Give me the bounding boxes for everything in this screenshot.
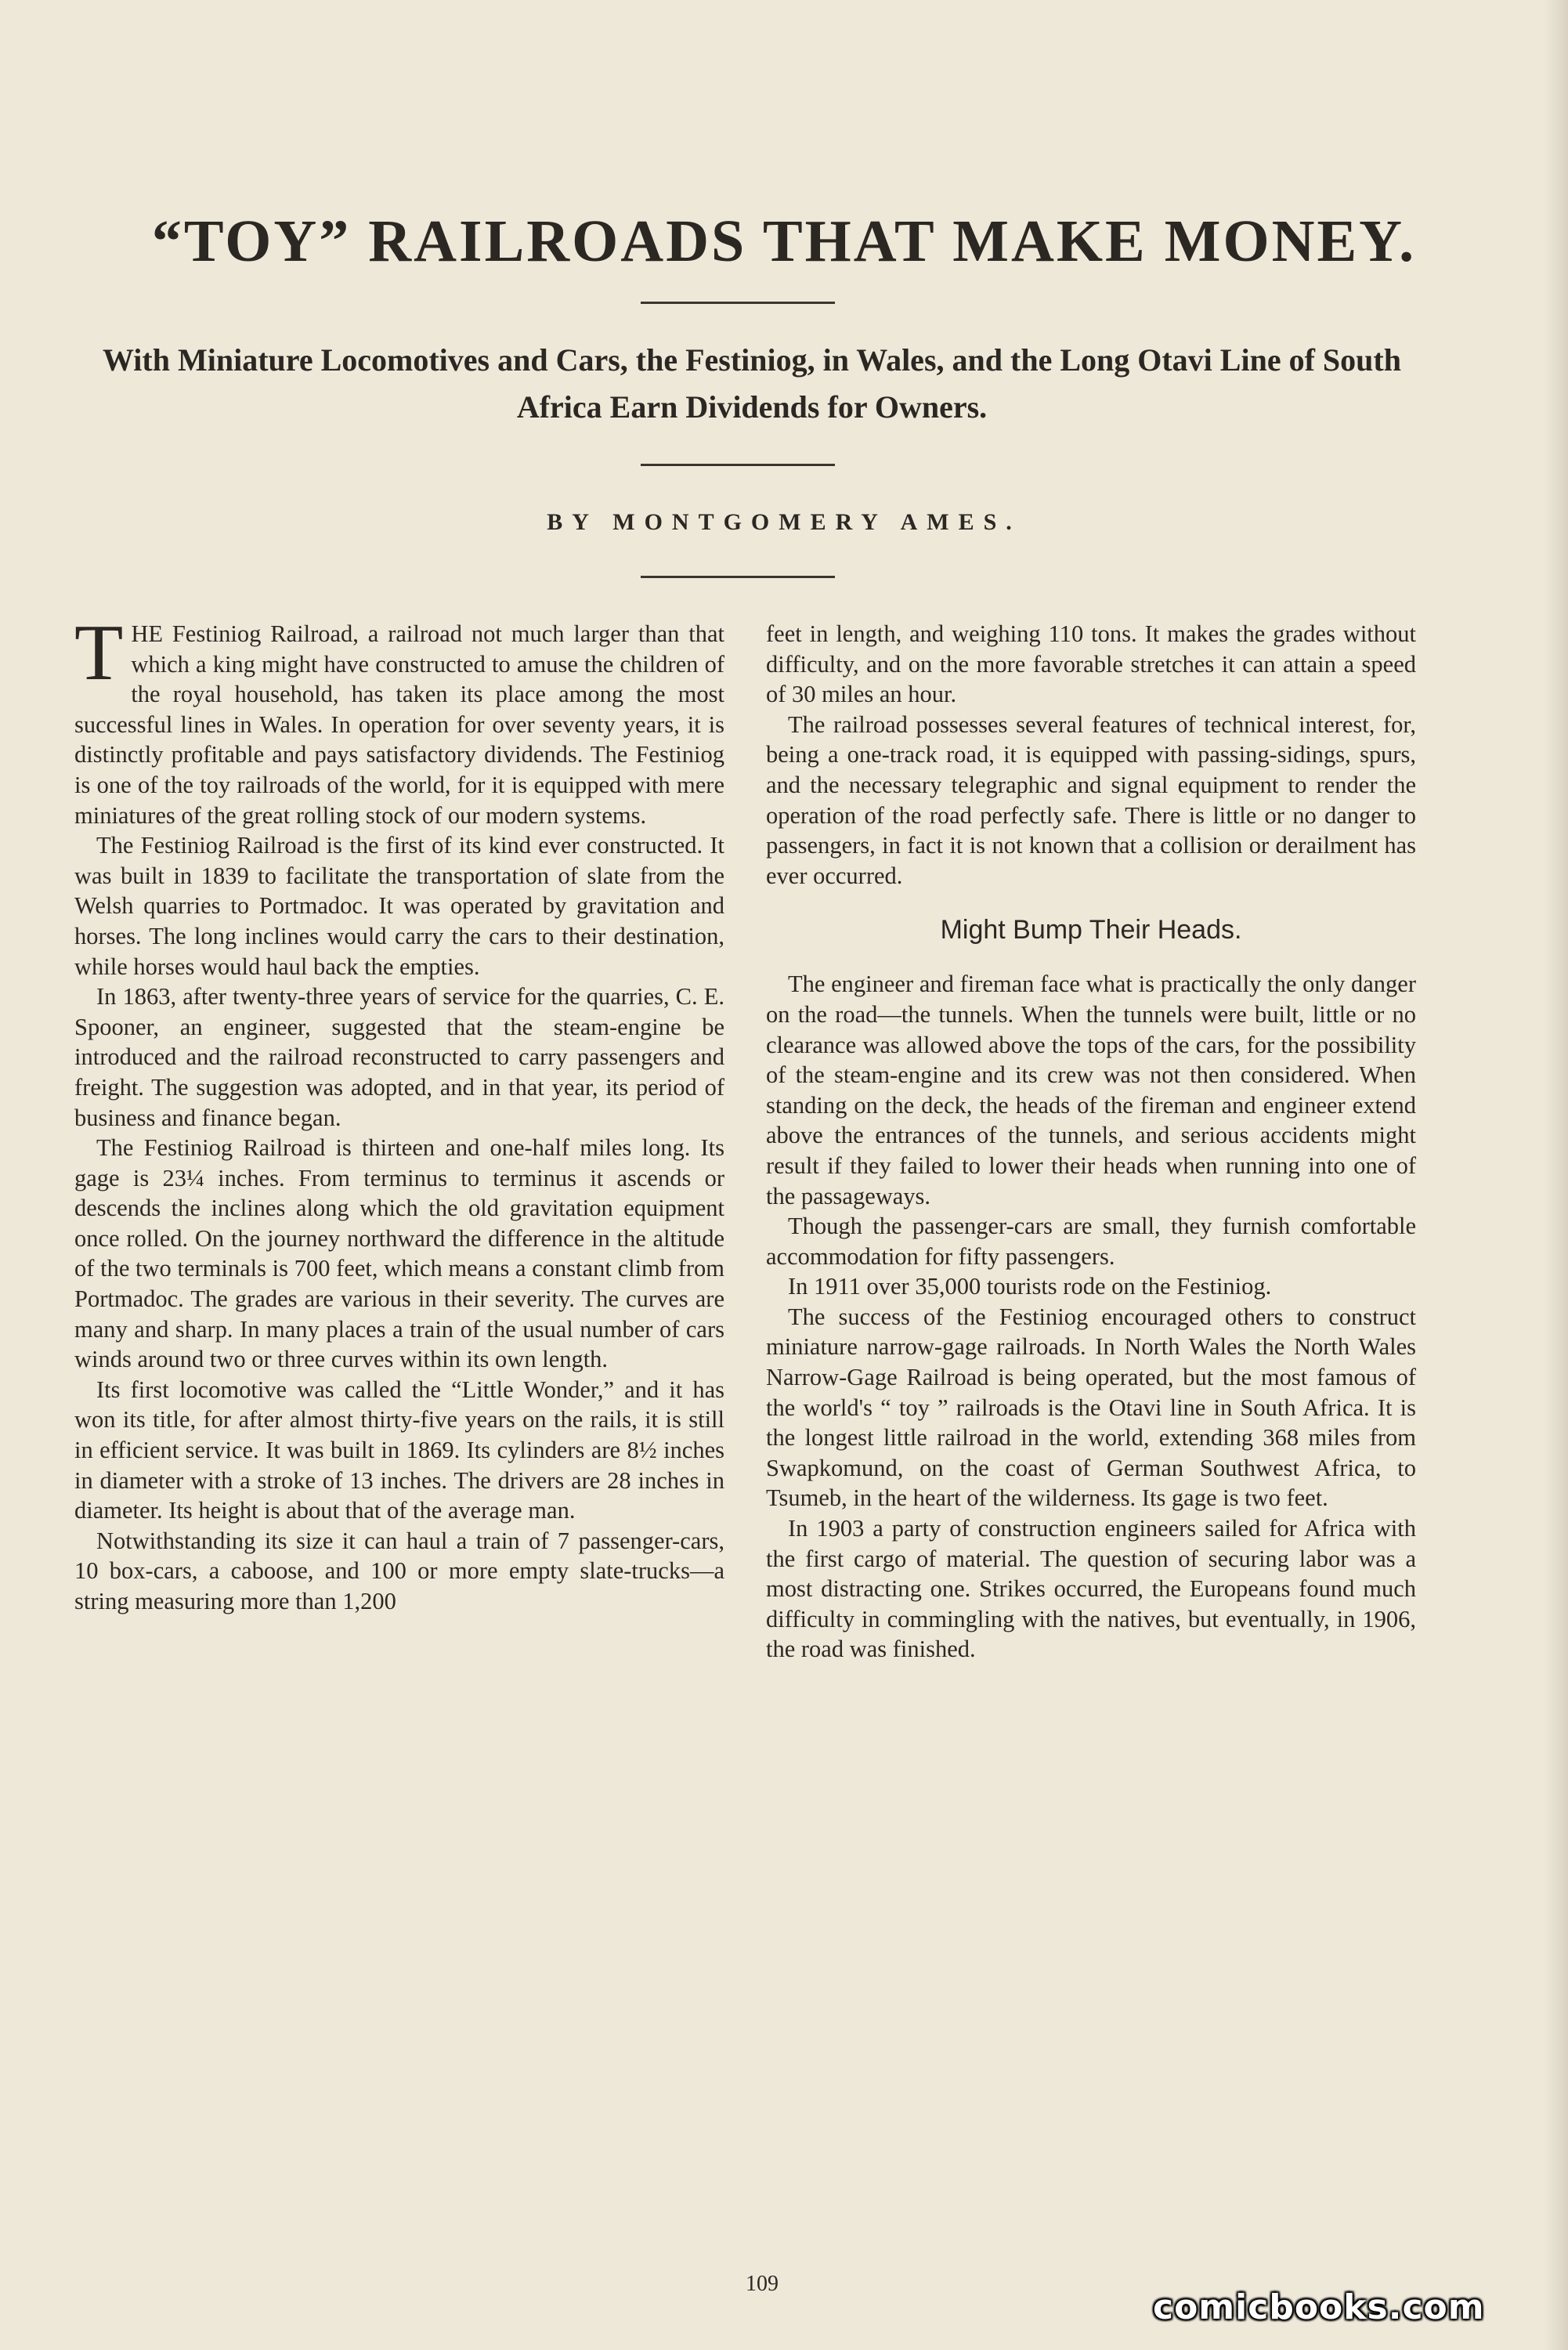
paragraph: In 1911 over 35,000 tourists rode on the Festiniog. bbox=[788, 1273, 1272, 1300]
paragraph bbox=[74, 609, 724, 830]
drop-cap: T bbox=[74, 609, 124, 697]
right-column bbox=[766, 619, 1416, 1665]
paragraph: In 1863, after twenty-three years of service for the quarries, C. E. Spooner, an engineer, suggested that the steam-engine be introduced and the railroad reconstructed to carry passengers and freight. The suggestion was adopted, and in that year, its period of business and finance began. bbox=[74, 983, 724, 1131]
paragraph: The success of the Festiniog encouraged others to construct miniature narrow-gage railroads. In North Wales the North Wales Narrow-Gage Railroad is being operated, but the most famous of the world's “ toy ” railroads is the Otavi line in South Africa. It is the longest little railroad in the world, extending 368 miles from Swapkomund, on the coast of German Southwest Africa, to Tsumeb, in the heart of the wilderness. Its gage is two feet. bbox=[766, 1303, 1416, 1512]
subtitle-divider bbox=[641, 464, 835, 466]
paragraph: Notwithstanding its size it can haul a train of 7 passenger-cars, 10 box-cars, a caboose, and 100 or more empty slate-trucks—a string measuring more than 1,200 bbox=[74, 1527, 724, 1614]
byline-divider bbox=[641, 576, 835, 578]
paragraph: feet in length, and weighing 110 tons. It makes the grades without difficulty, and on the more favorable stretches it can attain a speed of 30 miles an hour. bbox=[766, 620, 1416, 708]
paragraph: The engineer and fireman face what is practically the only danger on the road—the tunnels. When the tunnels were built, little or no clearance was allowed above the tops of the cars, for the possibility of the steam-engine and its crew was not then considered. When standing on the deck, the heads of the fireman and engineer extend above the entrances of the tunnels, and serious accidents might result if they failed to lower their heads when running into one of the passageways. bbox=[766, 971, 1416, 1209]
watermark-logo: comicbooks.com bbox=[1153, 2287, 1485, 2327]
paragraph: In 1903 a party of construction engineers sailed for Africa with the first cargo of material. The question of securing labor was a most distracting one. Strikes occurred, the Europeans found much difficulty in commingling with the natives, but eventually, in 1906, the road was finished. bbox=[766, 1515, 1416, 1663]
left-column bbox=[74, 609, 724, 1617]
paragraph-text: HE Festiniog Railroad, a railroad not much larger than that which a king might have constructed to amuse the children of the royal household, has taken its place among the most successful lines in Wales. In operation for over seventy years, it is distinctly profitable and pays satisfactory dividends. The Festiniog is one of the toy railroads of the world, for it is equipped with mere miniatures of the great rolling stock of our modern systems. bbox=[74, 620, 724, 829]
article-subtitle: With Miniature Locomotives and Cars, the Festiniog, in Wales, and the Long Otavi Line of South Africa Earn Dividends for Owners. bbox=[103, 342, 1401, 425]
article-byline: BY MONTGOMERY AMES. bbox=[547, 509, 1021, 535]
paragraph: Its first locomotive was called the “Little Wonder,” and it has won its title, for after almost thirty-five years on the rails, it is still in efficient service. It was built in 1869. Its cylinders are 8½ inches in diameter with a stroke of 13 inches. The drivers are 28 inches in diameter. Its height is about that of the average man. bbox=[74, 1376, 724, 1524]
title-divider bbox=[641, 302, 835, 304]
page-edge-shadow bbox=[1545, 0, 1568, 2350]
paragraph: Though the passenger-cars are small, they furnish comfortable accommodation for fifty passengers. bbox=[766, 1213, 1416, 1270]
paragraph: The Festiniog Railroad is thirteen and one-half miles long. Its gage is 23¼ inches. From terminus to terminus it ascends or descends the inclines along which the old gravitation equipment once rolled. On the journey northward the difference in the altitude of the two terminals is 700 feet, which means a constant climb from Portmadoc. The grades are various in their severity. The curves are many and sharp. In many places a train of the usual number of cars winds around two or three curves within its own length. bbox=[74, 1134, 724, 1373]
paragraph: The railroad possesses several features of technical interest, for, being a one-track road, it is equipped with passing-sidings, spurs, and the necessary telegraphic and signal equipment to render the operation of the road perfectly safe. There is little or no danger to passengers, in fact it is not known that a collision or derailment has ever occurred. bbox=[766, 710, 1416, 889]
paragraph: The Festiniog Railroad is the first of its kind ever constructed. It was built in 1839 to facilitate the transportation of slate from the Welsh quarries to Portmadoc. It was operated by gravitation and horses. The long inclines would carry the cars to their destination, while horses would haul back the empties. bbox=[74, 832, 724, 980]
page-number: 109 bbox=[746, 2272, 779, 2296]
section-heading: Might Bump Their Heads. bbox=[940, 915, 1242, 945]
article-title: “TOY” RAILROADS THAT MAKE MONEY. bbox=[151, 208, 1417, 274]
